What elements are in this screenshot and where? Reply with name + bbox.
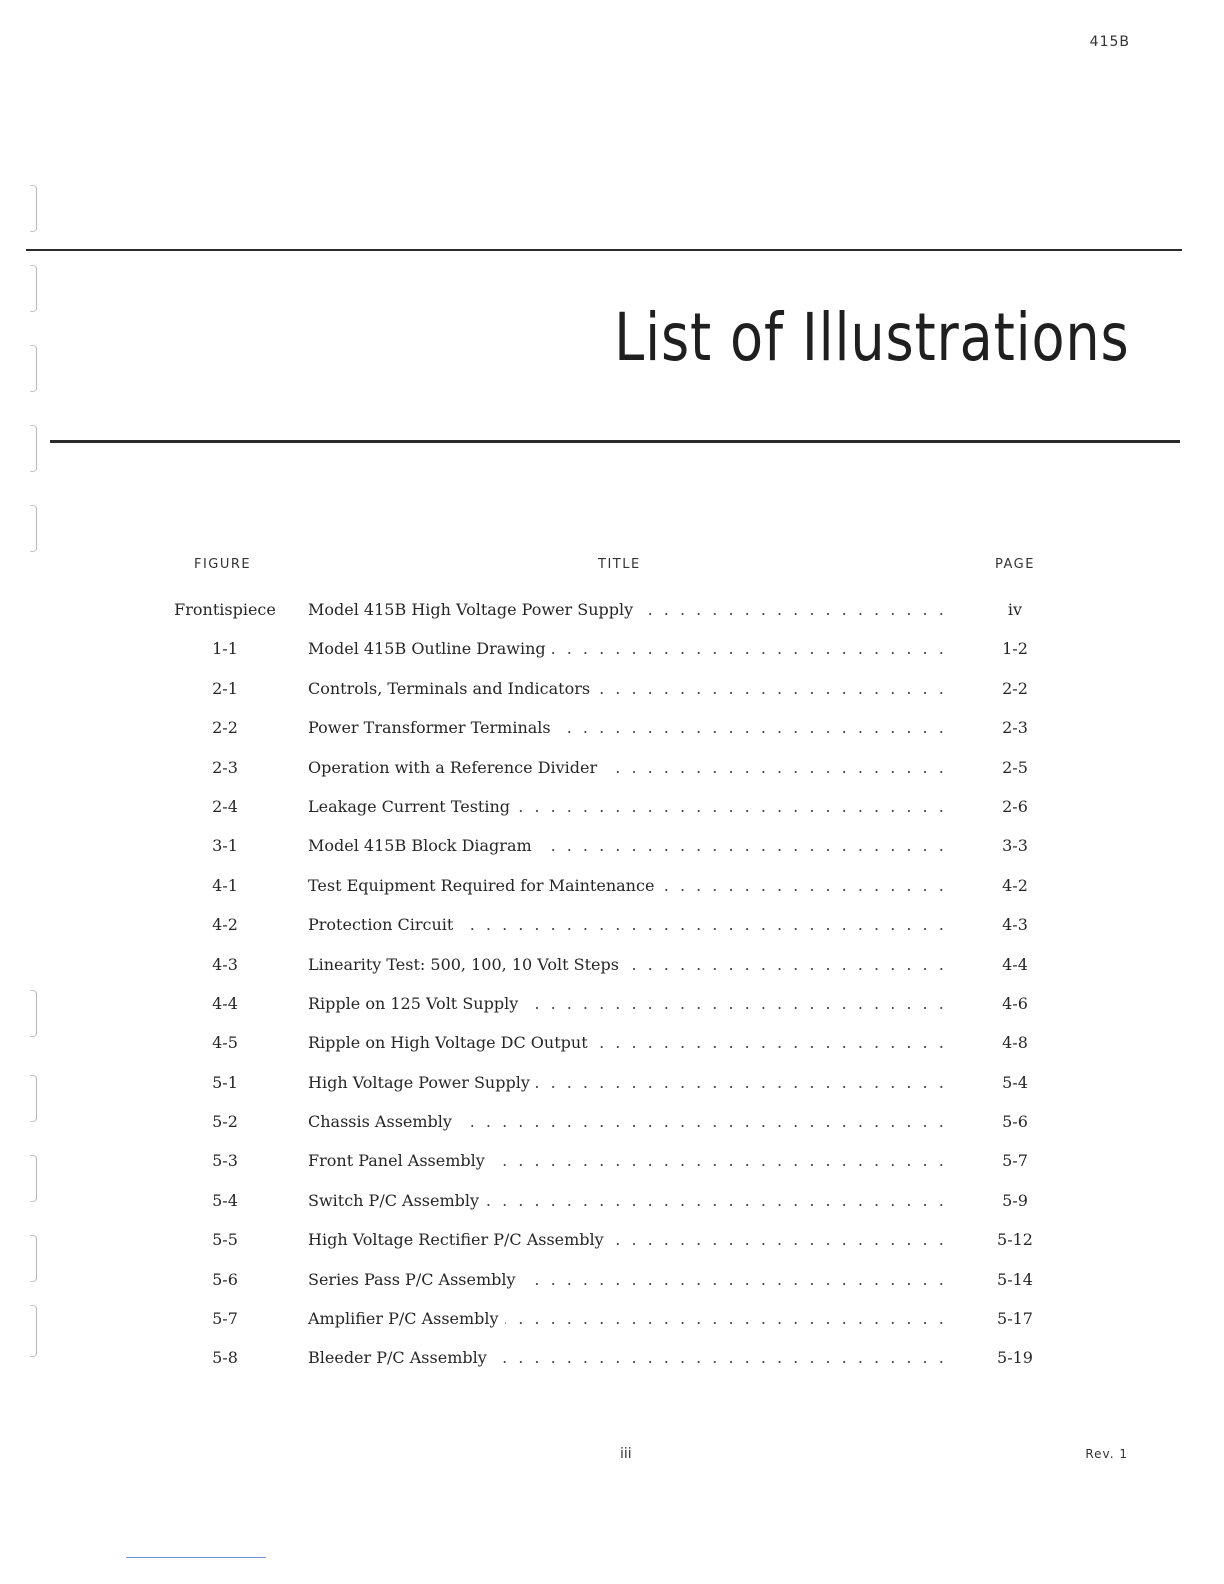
- column-header-title: TITLE: [598, 557, 641, 572]
- figure-number: 4-2: [212, 915, 238, 935]
- figure-number: 5-5: [212, 1230, 238, 1250]
- page-number: 4-2: [1002, 875, 1028, 895]
- list-item[interactable]: [0, 1102, 1224, 1141]
- figure-title: Amplifier P/C Assembly: [308, 1309, 505, 1328]
- page-number: 2-3: [1002, 718, 1028, 738]
- figure-title: Model 415B Outline Drawing: [308, 639, 552, 658]
- figure-number: 3-1: [212, 836, 238, 856]
- figure-title: Chassis Assembly: [308, 1112, 458, 1131]
- page-number: iv: [1007, 600, 1023, 619]
- page-number: 2-2: [1002, 678, 1028, 698]
- list-item[interactable]: [0, 1220, 1224, 1259]
- list-item[interactable]: [0, 866, 1224, 905]
- list-item[interactable]: [0, 629, 1224, 668]
- page-number: 5-14: [997, 1269, 1033, 1289]
- list-item[interactable]: [0, 787, 1224, 826]
- figure-number: 5-8: [212, 1348, 238, 1368]
- figure-number: Frontispiece: [174, 600, 276, 619]
- footer-revision: Rev. 1: [1085, 1447, 1128, 1461]
- figure-number: 5-6: [212, 1269, 238, 1289]
- figure-title: Model 415B Block Diagram: [308, 836, 538, 855]
- figure-number: 4-4: [212, 993, 238, 1013]
- list-item[interactable]: [0, 826, 1224, 865]
- figure-number: 5-2: [212, 1112, 238, 1132]
- figure-number: 4-5: [212, 1033, 238, 1053]
- page-number: 5-9: [1002, 1190, 1028, 1210]
- list-item[interactable]: [0, 905, 1224, 944]
- illustrations-list: [0, 590, 1224, 1378]
- figure-number: 2-2: [212, 718, 238, 738]
- list-item[interactable]: [0, 1141, 1224, 1180]
- figure-number: 2-4: [212, 796, 238, 816]
- list-item[interactable]: [0, 1299, 1224, 1338]
- figure-title: Ripple on 125 Volt Supply: [308, 994, 524, 1013]
- figure-number: 5-7: [212, 1309, 238, 1329]
- figure-title: Front Panel Assembly: [308, 1151, 491, 1170]
- page-number: 5-6: [1002, 1112, 1028, 1132]
- figure-title: Series Pass P/C Assembly: [308, 1270, 522, 1289]
- figure-title: Power Transformer Terminals: [308, 718, 557, 737]
- figure-title: Switch P/C Assembly: [308, 1191, 485, 1210]
- figure-number: 2-1: [212, 678, 238, 698]
- page-number: 5-12: [997, 1230, 1033, 1250]
- column-header-page: PAGE: [995, 557, 1035, 572]
- list-item[interactable]: [0, 1260, 1224, 1299]
- figure-number: 4-1: [212, 875, 238, 895]
- list-item[interactable]: [0, 708, 1224, 747]
- scan-artifact-line: [126, 1557, 266, 1558]
- bottom-divider: [50, 440, 1180, 443]
- page-title: List of Illustrations: [614, 299, 1130, 376]
- page-number: 4-6: [1002, 993, 1028, 1013]
- figure-title: Linearity Test: 500, 100, 10 Volt Steps: [308, 955, 625, 974]
- page-number: 4-4: [1002, 954, 1028, 974]
- figure-number: 5-1: [212, 1072, 238, 1092]
- list-item[interactable]: [0, 590, 1224, 629]
- page-number: 3-3: [1002, 836, 1028, 856]
- page-number: 2-6: [1002, 796, 1028, 816]
- column-header-figure: FIGURE: [194, 557, 252, 572]
- page-number: 4-8: [1002, 1033, 1028, 1053]
- page-number: 5-17: [997, 1309, 1033, 1329]
- figure-title: Controls, Terminals and Indicators: [308, 679, 596, 698]
- figure-title: Operation with a Reference Divider: [308, 758, 603, 777]
- list-item[interactable]: [0, 945, 1224, 984]
- top-divider: [26, 249, 1182, 251]
- list-item[interactable]: [0, 1063, 1224, 1102]
- page-number: 5-7: [1002, 1151, 1028, 1171]
- list-item[interactable]: [0, 1023, 1224, 1062]
- list-item[interactable]: [0, 1181, 1224, 1220]
- list-item[interactable]: [0, 748, 1224, 787]
- figure-number: 4-3: [212, 954, 238, 974]
- figure-title: High Voltage Power Supply: [308, 1073, 536, 1092]
- list-item[interactable]: [0, 669, 1224, 708]
- figure-number: 1-1: [212, 639, 238, 659]
- page-number: 5-19: [997, 1348, 1033, 1368]
- list-item[interactable]: [0, 1338, 1224, 1377]
- figure-title: Ripple on High Voltage DC Output: [308, 1033, 594, 1052]
- figure-title: Test Equipment Required for Maintenance: [308, 876, 660, 895]
- footer-page-number: iii: [620, 1446, 632, 1462]
- page-number: 1-2: [1002, 639, 1028, 659]
- figure-number: 5-3: [212, 1151, 238, 1171]
- page-number: 5-4: [1002, 1072, 1028, 1092]
- figure-title: Bleeder P/C Assembly: [308, 1348, 493, 1367]
- figure-title: Protection Circuit: [308, 915, 459, 934]
- page-number: 2-5: [1002, 757, 1028, 777]
- figure-number: 2-3: [212, 757, 238, 777]
- figure-number: 5-4: [212, 1190, 238, 1210]
- figure-title: Leakage Current Testing: [308, 797, 516, 816]
- page-number: 4-3: [1002, 915, 1028, 935]
- list-item[interactable]: [0, 984, 1224, 1023]
- model-number: 415B: [1089, 34, 1130, 50]
- figure-title: High Voltage Rectifier P/C Assembly: [308, 1230, 610, 1249]
- figure-title: Model 415B High Voltage Power Supply: [308, 600, 639, 619]
